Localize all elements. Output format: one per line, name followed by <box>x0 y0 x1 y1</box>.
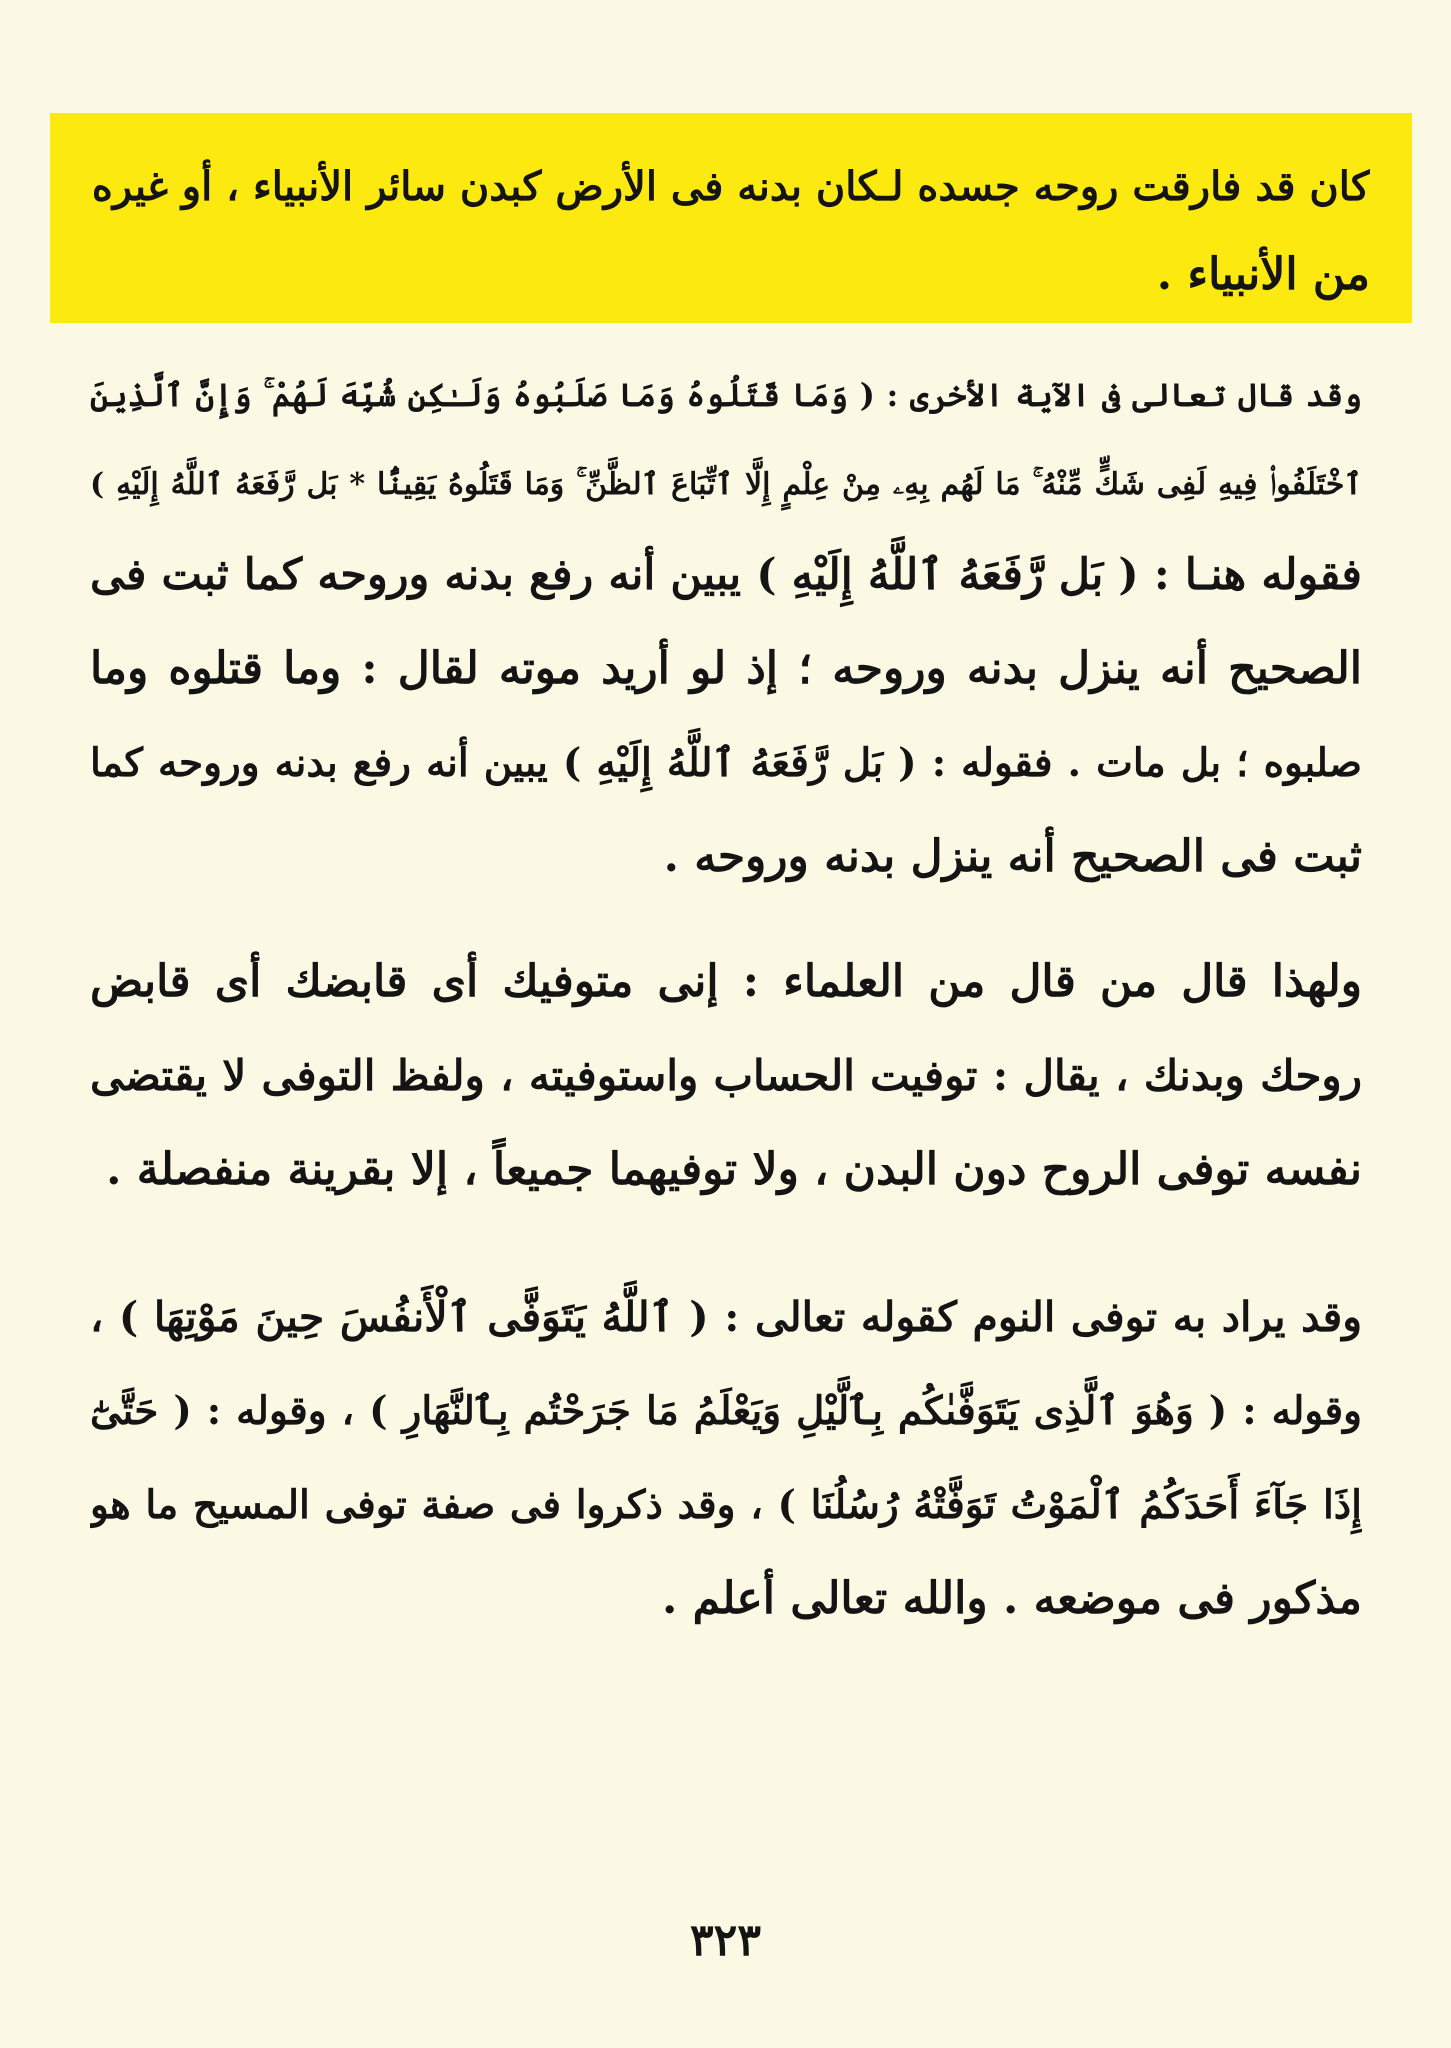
highlighted-passage <box>50 113 1412 323</box>
paragraph-2-line-1: ولهذا قال من قال من العلماء : إنى متوفيك أى قابضك أى قابض <box>90 956 1362 1007</box>
paragraph-1-line-6: ثبت فى الصحيح أنه ينزل بدنه وروحه . <box>663 831 1362 882</box>
paragraph-2 <box>90 935 1362 1217</box>
highlight-line-1: كان قد فارقت روحه جسده لـكان بدنه فى الأرض كبدن سائر الأنبياء ، أو غيره <box>92 163 1370 210</box>
paragraph-1 <box>90 348 1362 904</box>
paragraph-3-line-4: مذكور فى موضعه . والله تعالى أعلم . <box>662 1573 1362 1624</box>
paragraph-1-line-3: فقوله هنـا : ( بَل رَّفَعَهُ ٱللَّهُ إِلَيْهِ ) يبين أنه رفع بدنه وروحه كما ثبت فى <box>90 550 1362 600</box>
paragraph-1-line-2: ٱخْتَلَفُوا۟ فِيهِ لَفِى شَكٍّ مِّنْهُ ۚ مَا لَهُم بِهِۦ مِنْ عِلْمٍ إِلَّا ٱتِّبَاعَ ٱلظَّنِّ ۚ وَمَا قَتَلُوهُ يَقِينًۢا * بَل رَّفَعَهُ ٱللَّهُ إِلَيْهِ ) <box>90 467 1362 502</box>
paragraph-1-line-4: الصحيح أنه ينزل بدنه وروحه ؛ إذ لو أريد موته لقال : وما قتلوه وما <box>90 643 1362 694</box>
paragraph-2-line-2: روحك وبدنك ، يقال : توفيت الحساب واستوفيته ، ولفظ التوفى لا يقتضى <box>90 1051 1362 1100</box>
paragraph-1-line-1: وقد قال تعالى فى الآية الأخرى : ( وَمَا قَتَلُوهُ وَمَا صَلَبُوهُ وَلَـٰكِن شُبِّهَ لَهُمْ ۚ وَإِنَّ ٱلَّذِينَ <box>90 376 1362 414</box>
page-number: ٣٢٣ <box>690 1915 761 1966</box>
paragraph-3-line-3: إِذَا جَآءَ أَحَدَكُمُ ٱلْمَوْتُ تَوَفَّتْهُ رُسُلُنَا ) ، وقد ذكروا فى صفة توفى المسيح ما هو <box>90 1482 1362 1528</box>
paragraph-3-line-2: وقوله : ( وَهُوَ ٱلَّذِى يَتَوَفَّىٰكُم بِٱلَّيْلِ وَيَعْلَمُ مَا جَرَحْتُم بِٱلنَّهَارِ ) ، وقوله : ( حَتَّىٰٓ <box>90 1388 1362 1434</box>
paragraph-3 <box>90 1270 1362 1646</box>
paragraph-1-line-5: صلبوه ؛ بل مات . فقوله : ( بَل رَّفَعَهُ ٱللَّهُ إِلَيْهِ ) يبين أنه رفع بدنه وروحه كما <box>90 740 1362 786</box>
paragraph-2-line-3: نفسه توفى الروح دون البدن ، ولا توفيهما جميعاً ، إلا بقرينة منفصلة . <box>106 1144 1362 1195</box>
paragraph-3-line-1: وقد يراد به توفى النوم كقوله تعالى : ( ٱللَّهُ يَتَوَفَّى ٱلْأَنفُسَ حِينَ مَوْتِهَا ) ، <box>90 1293 1362 1341</box>
highlight-line-2: من الأنبياء . <box>1156 249 1370 300</box>
